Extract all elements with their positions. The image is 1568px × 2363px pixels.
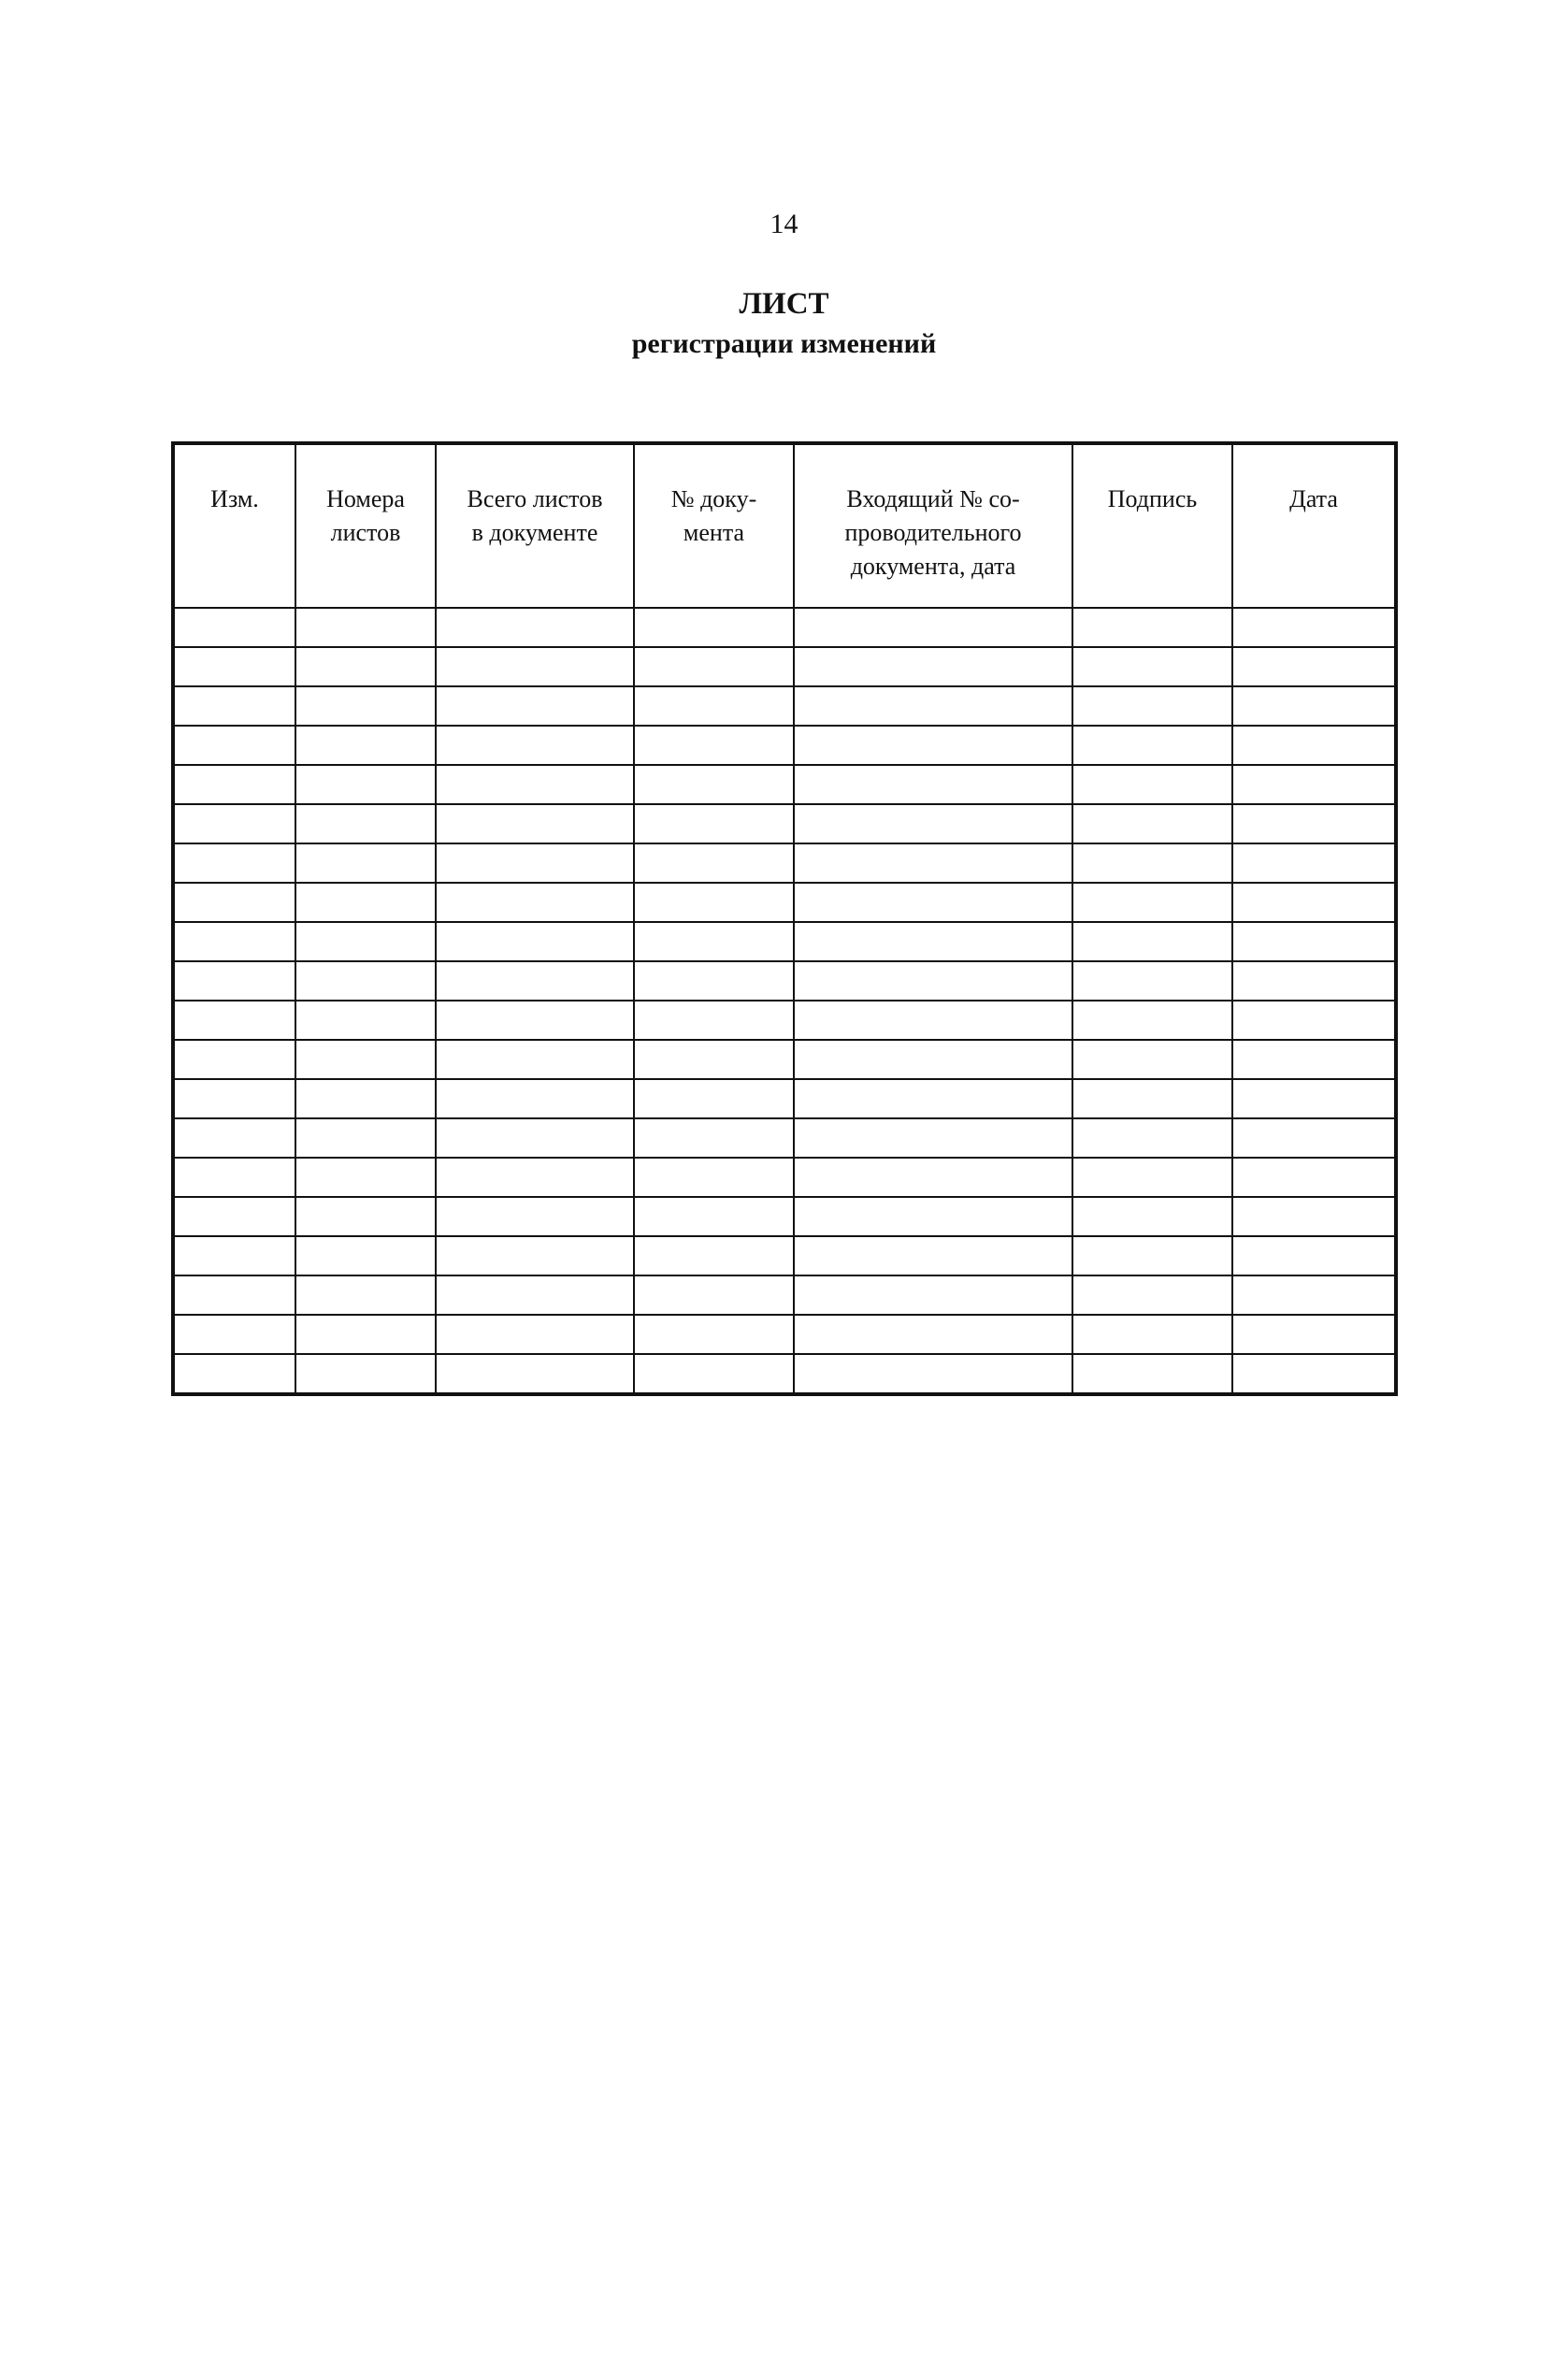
table-cell: [794, 1118, 1072, 1158]
table-cell: [1072, 1040, 1232, 1079]
table-cell: [794, 843, 1072, 883]
table-cell: [1232, 1236, 1396, 1275]
table-cell: [1232, 922, 1396, 961]
table-cell: [295, 883, 436, 922]
table-row: [173, 647, 1396, 686]
table-row: [173, 843, 1396, 883]
table-row: [173, 1158, 1396, 1197]
table-cell: [1232, 1001, 1396, 1040]
table-cell: [436, 883, 634, 922]
table-cell: [1232, 765, 1396, 804]
table-row: [173, 1315, 1396, 1354]
sheet-title: ЛИСТ: [739, 287, 829, 321]
table-cell: [634, 883, 794, 922]
table-cell: [794, 961, 1072, 1001]
table-cell: [173, 1354, 295, 1394]
table-cell: [634, 608, 794, 647]
table-cell: [436, 726, 634, 765]
table-cell: [295, 1354, 436, 1394]
table-row: [173, 804, 1396, 843]
table-row: [173, 1354, 1396, 1394]
table-cell: [1232, 961, 1396, 1001]
table-cell: [173, 1197, 295, 1236]
table-row: [173, 686, 1396, 726]
table-cell: [1232, 726, 1396, 765]
table-cell: [1072, 686, 1232, 726]
table-cell: [634, 1197, 794, 1236]
table-cell: [295, 1236, 436, 1275]
table-cell: [1072, 1001, 1232, 1040]
table-row: [173, 1236, 1396, 1275]
table-cell: [634, 647, 794, 686]
table-cell: [295, 1315, 436, 1354]
table-cell: [1232, 1079, 1396, 1118]
table-cell: [1072, 1236, 1232, 1275]
table-cell: [295, 765, 436, 804]
table-cell: [1072, 1354, 1232, 1394]
table-cell: [295, 1118, 436, 1158]
table-cell: [173, 647, 295, 686]
table-cell: [634, 843, 794, 883]
table-cell: [1232, 883, 1396, 922]
table-cell: [295, 686, 436, 726]
table-cell: [1072, 922, 1232, 961]
table-cell: [1072, 1275, 1232, 1315]
table-cell: [794, 1158, 1072, 1197]
table-cell: [173, 765, 295, 804]
table-cell: [794, 1275, 1072, 1315]
table-cell: [794, 765, 1072, 804]
header-incoming-number: Входящий № со- проводительного документа, дата: [794, 443, 1072, 608]
table-row: [173, 1001, 1396, 1040]
table-cell: [1072, 765, 1232, 804]
table-cell: [436, 1315, 634, 1354]
table-cell: [436, 647, 634, 686]
table-row: [173, 1197, 1396, 1236]
table-cell: [794, 804, 1072, 843]
table-cell: [1072, 1158, 1232, 1197]
table-row: [173, 726, 1396, 765]
table-cell: [1232, 1275, 1396, 1315]
table-cell: [436, 1236, 634, 1275]
table-cell: [436, 1118, 634, 1158]
table-cell: [295, 1079, 436, 1118]
table-cell: [173, 1275, 295, 1315]
table-cell: [794, 1079, 1072, 1118]
table-cell: [173, 1079, 295, 1118]
table-cell: [1232, 1158, 1396, 1197]
table-cell: [173, 1315, 295, 1354]
table-cell: [1232, 1197, 1396, 1236]
table-row: [173, 1040, 1396, 1079]
table-cell: [794, 686, 1072, 726]
table-cell: [1232, 1040, 1396, 1079]
header-document-number: № доку- мента: [634, 443, 794, 608]
table-cell: [1232, 608, 1396, 647]
table-header-row: [173, 443, 1396, 608]
table-cell: [295, 843, 436, 883]
table-cell: [1072, 608, 1232, 647]
table-cell: [634, 1118, 794, 1158]
table-cell: [1232, 843, 1396, 883]
table-cell: [794, 726, 1072, 765]
table-cell: [295, 804, 436, 843]
table-cell: [634, 961, 794, 1001]
table-row: [173, 765, 1396, 804]
header-date: Дата: [1232, 443, 1396, 608]
table-cell: [1072, 843, 1232, 883]
table-cell: [794, 922, 1072, 961]
table-cell: [634, 1354, 794, 1394]
table-cell: [634, 1079, 794, 1118]
table-cell: [295, 1158, 436, 1197]
table-cell: [634, 1001, 794, 1040]
header-change-number: Изм.: [173, 443, 295, 608]
table-cell: [173, 1158, 295, 1197]
table-cell: [794, 1354, 1072, 1394]
table-cell: [173, 686, 295, 726]
table-cell: [634, 1315, 794, 1354]
table-cell: [173, 726, 295, 765]
table-cell: [436, 608, 634, 647]
table-row: [173, 922, 1396, 961]
table-cell: [436, 686, 634, 726]
table-cell: [436, 843, 634, 883]
table-cell: [634, 726, 794, 765]
table-cell: [295, 1275, 436, 1315]
table-cell: [436, 804, 634, 843]
table-cell: [173, 1236, 295, 1275]
table-cell: [436, 1354, 634, 1394]
table-cell: [295, 608, 436, 647]
table-cell: [173, 804, 295, 843]
table-cell: [436, 1158, 634, 1197]
table-cell: [1072, 1315, 1232, 1354]
table-cell: [794, 1315, 1072, 1354]
table-cell: [295, 922, 436, 961]
table-cell: [173, 1118, 295, 1158]
table-cell: [1072, 804, 1232, 843]
table-cell: [634, 1236, 794, 1275]
table-cell: [1232, 804, 1396, 843]
table-cell: [436, 1001, 634, 1040]
sheet-subtitle: регистрации изменений: [631, 328, 937, 359]
table-cell: [634, 1158, 794, 1197]
table-cell: [1232, 647, 1396, 686]
table-cell: [436, 765, 634, 804]
table-cell: [295, 647, 436, 686]
table-cell: [1232, 1354, 1396, 1394]
table-cell: [436, 961, 634, 1001]
table-cell: [1072, 961, 1232, 1001]
table-cell: [436, 1079, 634, 1118]
table-row: [173, 608, 1396, 647]
table-row: [173, 1275, 1396, 1315]
table-cell: [1072, 1118, 1232, 1158]
table-cell: [436, 1040, 634, 1079]
table-cell: [173, 883, 295, 922]
table-cell: [1232, 1315, 1396, 1354]
table-row: [173, 1118, 1396, 1158]
table-cell: [436, 1275, 634, 1315]
table-cell: [634, 922, 794, 961]
table-cell: [295, 1197, 436, 1236]
table-row: [173, 1079, 1396, 1118]
table-cell: [794, 1040, 1072, 1079]
change-registration-table: [171, 441, 1398, 1396]
table-cell: [634, 765, 794, 804]
table-cell: [173, 1001, 295, 1040]
table-row: [173, 883, 1396, 922]
table-cell: [634, 686, 794, 726]
header-sheet-numbers: Номера листов: [295, 443, 436, 608]
table-cell: [794, 883, 1072, 922]
table-cell: [1072, 1079, 1232, 1118]
table-cell: [173, 961, 295, 1001]
table-row: [173, 961, 1396, 1001]
table-cell: [634, 1040, 794, 1079]
table-cell: [295, 1001, 436, 1040]
table-cell: [295, 1040, 436, 1079]
table-cell: [794, 608, 1072, 647]
table-cell: [1072, 726, 1232, 765]
table-cell: [794, 1197, 1072, 1236]
table-cell: [1232, 1118, 1396, 1158]
table-cell: [794, 647, 1072, 686]
table-cell: [794, 1001, 1072, 1040]
table-cell: [173, 1040, 295, 1079]
table-cell: [436, 1197, 634, 1236]
table-cell: [634, 804, 794, 843]
table-cell: [794, 1236, 1072, 1275]
table-cell: [1232, 686, 1396, 726]
page-number: 14: [770, 209, 798, 239]
table-cell: [173, 922, 295, 961]
table-cell: [634, 1275, 794, 1315]
header-signature: Подпись: [1072, 443, 1232, 608]
table-cell: [1072, 883, 1232, 922]
header-total-sheets: Всего листов в документе: [436, 443, 634, 608]
table-cell: [1072, 647, 1232, 686]
table-cell: [1072, 1197, 1232, 1236]
table-cell: [295, 726, 436, 765]
table-cell: [173, 608, 295, 647]
table-cell: [173, 843, 295, 883]
table-cell: [295, 961, 436, 1001]
table-body: [173, 608, 1396, 1394]
table-cell: [436, 922, 634, 961]
